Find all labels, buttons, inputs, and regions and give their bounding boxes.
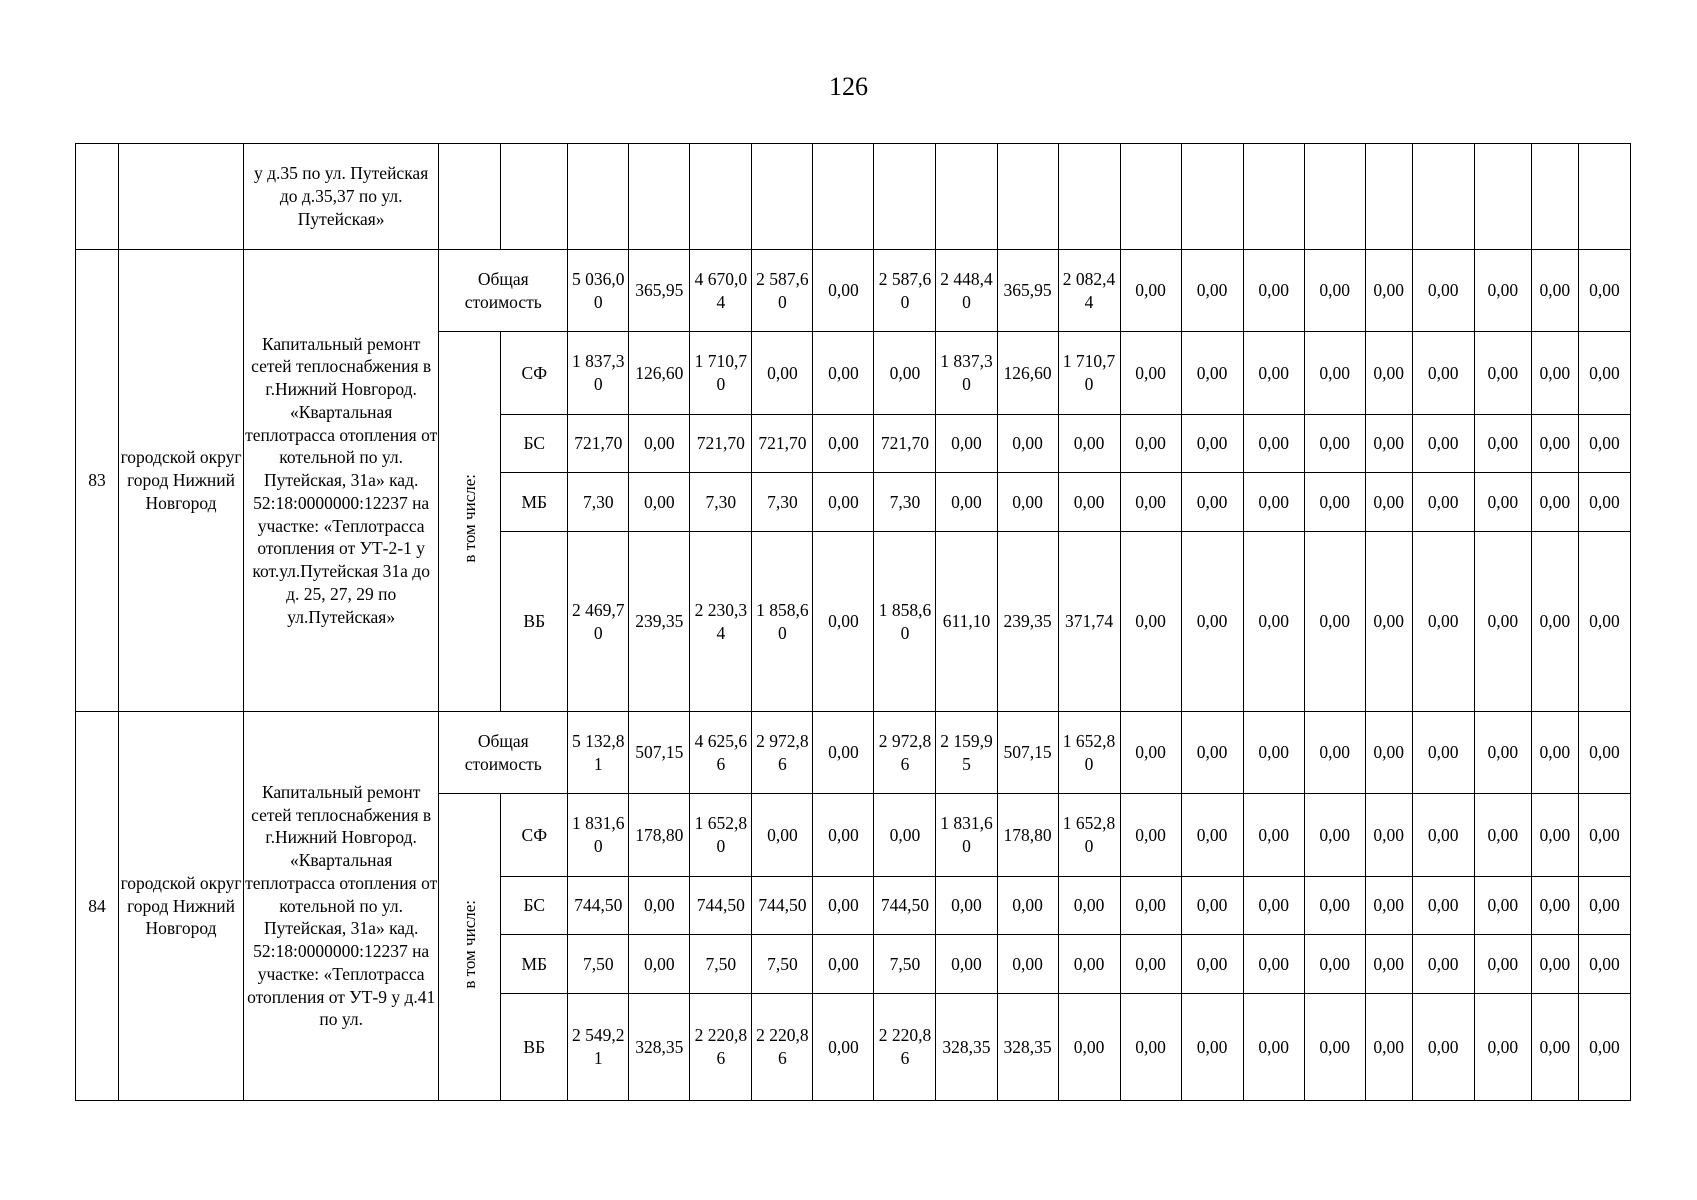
value-cell: 2 220,86 <box>752 994 813 1101</box>
object-description: Капитальный ремонт сетей теплоснабжения в г.Нижний Новгород. «Квартальная теплотрасса отопления от котельной по ул. Путейская, 31а» кад. 52:18:0000000:12237 на участке: «Теплотрасса отопления от УТ-9 у д.41 по ул. <box>244 712 439 1101</box>
value-cell: 0,00 <box>1474 415 1531 473</box>
value-cell: 0,00 <box>1181 794 1243 877</box>
value-cell: 1 831,60 <box>936 794 997 877</box>
value-cell: 0,00 <box>752 794 813 877</box>
value-cell: 328,35 <box>936 994 997 1101</box>
value-cell: 744,50 <box>752 877 813 935</box>
value-cell: 0,00 <box>752 332 813 415</box>
value-cell: 0,00 <box>1304 877 1365 935</box>
value-cell: 371,74 <box>1058 532 1120 712</box>
value-cell: 0,00 <box>1474 532 1531 712</box>
value-cell: 0,00 <box>1412 332 1474 415</box>
value-cell: 0,00 <box>1578 332 1630 415</box>
value-cell: 2 972,86 <box>752 712 813 794</box>
value-cell: 0,00 <box>1181 935 1243 994</box>
value-cell: 0,00 <box>874 332 936 415</box>
value-cell: 0,00 <box>1578 794 1630 877</box>
value-cell: 239,35 <box>997 532 1058 712</box>
value-cell: 611,10 <box>936 532 997 712</box>
value-cell: 5 132,81 <box>568 712 629 794</box>
total-cost-label: Общая стоимость <box>439 250 568 332</box>
value-cell: 2 230,34 <box>690 532 752 712</box>
value-cell: 0,00 <box>813 935 874 994</box>
value-cell: 0,00 <box>1243 877 1304 935</box>
empty-cell <box>439 144 501 250</box>
value-cell: 0,00 <box>1531 332 1578 415</box>
value-cell: 744,50 <box>874 877 936 935</box>
value-cell: 0,00 <box>813 415 874 473</box>
value-cell: 0,00 <box>1531 935 1578 994</box>
value-cell: 0,00 <box>1243 250 1304 332</box>
value-cell: 1 837,30 <box>568 332 629 415</box>
value-cell: 0,00 <box>1304 935 1365 994</box>
table-row <box>76 250 1631 332</box>
municipality-cell: городской округ город Нижний Новгород <box>119 712 244 1101</box>
value-cell: 0,00 <box>813 994 874 1101</box>
value-cell: 0,00 <box>936 415 997 473</box>
value-cell: 0,00 <box>813 532 874 712</box>
value-cell: 0,00 <box>1531 532 1578 712</box>
value-cell: 0,00 <box>1531 415 1578 473</box>
value-cell: 0,00 <box>1304 332 1365 415</box>
value-cell: 0,00 <box>997 877 1058 935</box>
value-cell: 0,00 <box>1120 332 1181 415</box>
value-cell: 0,00 <box>1474 473 1531 532</box>
total-cost-label: Общая стоимость <box>439 712 568 794</box>
value-cell: 0,00 <box>1412 935 1474 994</box>
value-cell: 126,60 <box>997 332 1058 415</box>
value-cell: 5 036,00 <box>568 250 629 332</box>
value-cell: 0,00 <box>1474 994 1531 1101</box>
object-continuation: у д.35 по ул. Путейская до д.35,37 по ул. Путейская» <box>244 144 439 250</box>
value-cell: 239,35 <box>629 532 690 712</box>
value-cell: 4 670,04 <box>690 250 752 332</box>
value-cell: 1 837,30 <box>936 332 997 415</box>
value-cell: 0,00 <box>997 935 1058 994</box>
value-cell: 0,00 <box>1531 794 1578 877</box>
value-cell: 0,00 <box>1474 935 1531 994</box>
value-cell: 0,00 <box>1304 250 1365 332</box>
value-cell: 0,00 <box>1531 250 1578 332</box>
record-number: 84 <box>76 712 119 1101</box>
value-cell: 0,00 <box>997 473 1058 532</box>
value-cell: 7,30 <box>568 473 629 532</box>
value-cell: 0,00 <box>1243 532 1304 712</box>
value-cell: 0,00 <box>1474 877 1531 935</box>
value-cell: 7,30 <box>752 473 813 532</box>
value-cell: 0,00 <box>1474 794 1531 877</box>
value-cell: 0,00 <box>1531 877 1578 935</box>
value-cell: 507,15 <box>629 712 690 794</box>
value-cell: 0,00 <box>629 935 690 994</box>
value-cell: 0,00 <box>813 332 874 415</box>
value-cell: 0,00 <box>1365 332 1412 415</box>
value-cell: 0,00 <box>629 877 690 935</box>
value-cell: 0,00 <box>1304 473 1365 532</box>
value-cell: 0,00 <box>936 877 997 935</box>
value-cell: 2 220,86 <box>690 994 752 1101</box>
value-cell: 0,00 <box>1578 415 1630 473</box>
value-cell: 0,00 <box>1412 877 1474 935</box>
value-cell: 2 220,86 <box>874 994 936 1101</box>
value-cell: 0,00 <box>1578 712 1630 794</box>
value-cell: 721,70 <box>752 415 813 473</box>
record-number: 83 <box>76 250 119 712</box>
value-cell: 0,00 <box>1181 532 1243 712</box>
value-cell: 0,00 <box>1058 877 1120 935</box>
value-cell: 2 587,60 <box>752 250 813 332</box>
funding-source-label: БС <box>501 415 568 473</box>
value-cell: 0,00 <box>1120 994 1181 1101</box>
including-label: в том числе: <box>439 332 501 712</box>
value-cell: 0,00 <box>1058 415 1120 473</box>
empty-cell <box>501 144 568 250</box>
value-cell: 0,00 <box>1181 712 1243 794</box>
funding-source-label: ВБ <box>501 994 568 1101</box>
value-cell: 4 625,66 <box>690 712 752 794</box>
value-cell: 0,00 <box>1058 994 1120 1101</box>
value-cell: 721,70 <box>874 415 936 473</box>
value-cell: 0,00 <box>1365 935 1412 994</box>
page-number: 126 <box>829 72 868 101</box>
value-cell: 0,00 <box>1578 877 1630 935</box>
empty-cell <box>76 144 119 250</box>
municipality-cell: городской округ город Нижний Новгород <box>119 250 244 712</box>
value-cell: 365,95 <box>997 250 1058 332</box>
value-cell: 744,50 <box>568 877 629 935</box>
value-cell: 0,00 <box>1578 935 1630 994</box>
value-cell: 0,00 <box>874 794 936 877</box>
funding-source-label: ВБ <box>501 532 568 712</box>
table-row <box>76 712 1631 794</box>
value-cell: 126,60 <box>629 332 690 415</box>
value-cell: 0,00 <box>1304 794 1365 877</box>
value-cell: 0,00 <box>813 250 874 332</box>
value-cell: 7,30 <box>690 473 752 532</box>
value-cell: 0,00 <box>1531 712 1578 794</box>
value-cell: 1 831,60 <box>568 794 629 877</box>
value-cell: 328,35 <box>629 994 690 1101</box>
funding-source-label: МБ <box>501 935 568 994</box>
value-cell: 0,00 <box>1120 532 1181 712</box>
including-label: в том числе: <box>439 794 501 1101</box>
value-cell: 0,00 <box>1412 473 1474 532</box>
value-cell: 7,50 <box>690 935 752 994</box>
object-description: Капитальный ремонт сетей теплоснабжения в г.Нижний Новгород. «Квартальная теплотрасса отопления от котельной по ул. Путейская, 31а» кад. 52:18:0000000:12237 на участке: «Теплотрасса отопления от УТ-2-1 у кот.ул.Путейская 31а до д. 25, 27, 29 по ул.Путейская» <box>244 250 439 712</box>
value-cell: 0,00 <box>1365 712 1412 794</box>
value-cell: 0,00 <box>1365 532 1412 712</box>
value-cell: 744,50 <box>690 877 752 935</box>
funding-source-label: СФ <box>501 332 568 415</box>
value-cell: 1 652,80 <box>690 794 752 877</box>
value-cell: 2 159,95 <box>936 712 997 794</box>
value-cell: 0,00 <box>1120 250 1181 332</box>
value-cell: 0,00 <box>1120 794 1181 877</box>
value-cell: 328,35 <box>997 994 1058 1101</box>
value-cell: 0,00 <box>1474 712 1531 794</box>
value-cell: 0,00 <box>1243 994 1304 1101</box>
value-cell: 1 710,70 <box>1058 332 1120 415</box>
value-cell: 0,00 <box>813 877 874 935</box>
value-cell: 0,00 <box>1120 473 1181 532</box>
value-cell: 7,50 <box>874 935 936 994</box>
value-cell: 0,00 <box>1578 532 1630 712</box>
value-cell: 0,00 <box>813 473 874 532</box>
value-cell: 0,00 <box>1365 415 1412 473</box>
value-cell: 0,00 <box>1304 994 1365 1101</box>
value-cell: 0,00 <box>1365 994 1412 1101</box>
value-cell: 1 652,80 <box>1058 794 1120 877</box>
funding-source-label: МБ <box>501 473 568 532</box>
value-cell: 1 710,70 <box>690 332 752 415</box>
value-cell: 0,00 <box>1365 473 1412 532</box>
value-cell: 0,00 <box>1412 532 1474 712</box>
value-cell: 2 082,44 <box>1058 250 1120 332</box>
funding-source-label: СФ <box>501 794 568 877</box>
value-cell: 721,70 <box>690 415 752 473</box>
value-cell: 0,00 <box>1578 473 1630 532</box>
value-cell: 0,00 <box>1578 250 1630 332</box>
value-cell: 7,50 <box>752 935 813 994</box>
value-cell: 0,00 <box>1120 877 1181 935</box>
value-cell: 0,00 <box>936 473 997 532</box>
value-cell: 0,00 <box>813 712 874 794</box>
value-cell: 1 858,60 <box>874 532 936 712</box>
value-cell: 2 972,86 <box>874 712 936 794</box>
value-cell: 0,00 <box>1243 473 1304 532</box>
value-cell: 721,70 <box>568 415 629 473</box>
value-cell: 2 549,21 <box>568 994 629 1101</box>
value-cell: 0,00 <box>1181 415 1243 473</box>
value-cell: 0,00 <box>629 415 690 473</box>
value-cell: 0,00 <box>1181 994 1243 1101</box>
value-cell: 0,00 <box>1181 473 1243 532</box>
value-cell: 507,15 <box>997 712 1058 794</box>
value-cell: 0,00 <box>1412 994 1474 1101</box>
value-cell: 0,00 <box>1365 877 1412 935</box>
value-cell: 0,00 <box>1474 250 1531 332</box>
value-cell: 0,00 <box>1412 794 1474 877</box>
value-cell: 1 652,80 <box>1058 712 1120 794</box>
value-cell: 178,80 <box>629 794 690 877</box>
value-cell: 0,00 <box>1531 994 1578 1101</box>
value-cell: 0,00 <box>1412 712 1474 794</box>
value-cell: 0,00 <box>1058 935 1120 994</box>
value-cell: 0,00 <box>1365 250 1412 332</box>
value-cell: 0,00 <box>1181 877 1243 935</box>
value-cell: 0,00 <box>1474 332 1531 415</box>
value-cell: 0,00 <box>1120 935 1181 994</box>
value-cell: 0,00 <box>1365 794 1412 877</box>
value-cell: 365,95 <box>629 250 690 332</box>
value-cell: 0,00 <box>1181 332 1243 415</box>
value-cell: 0,00 <box>936 935 997 994</box>
value-cell: 0,00 <box>1243 712 1304 794</box>
value-cell: 2 587,60 <box>874 250 936 332</box>
value-cell: 178,80 <box>997 794 1058 877</box>
value-cell: 0,00 <box>1304 712 1365 794</box>
value-cell: 1 858,60 <box>752 532 813 712</box>
value-cell: 0,00 <box>1120 712 1181 794</box>
value-cell: 0,00 <box>1181 250 1243 332</box>
value-cell: 0,00 <box>1304 532 1365 712</box>
value-cell: 0,00 <box>1243 794 1304 877</box>
value-cell: 0,00 <box>1243 332 1304 415</box>
value-cell: 0,00 <box>629 473 690 532</box>
value-cell: 0,00 <box>997 415 1058 473</box>
value-cell: 0,00 <box>1412 250 1474 332</box>
value-cell: 0,00 <box>1531 473 1578 532</box>
value-cell: 0,00 <box>1058 473 1120 532</box>
value-cell: 0,00 <box>813 794 874 877</box>
value-cell: 2 448,40 <box>936 250 997 332</box>
funding-source-label: БС <box>501 877 568 935</box>
value-cell: 0,00 <box>1243 935 1304 994</box>
budget-table <box>75 143 1631 1101</box>
value-cell: 2 469,70 <box>568 532 629 712</box>
value-cell: 0,00 <box>1120 415 1181 473</box>
value-cell: 7,30 <box>874 473 936 532</box>
continuation-row <box>76 144 1631 250</box>
value-cell: 0,00 <box>1578 994 1630 1101</box>
value-cell: 0,00 <box>1304 415 1365 473</box>
value-cell: 0,00 <box>1243 415 1304 473</box>
empty-cell <box>119 144 244 250</box>
value-cell: 0,00 <box>1412 415 1474 473</box>
value-cell: 7,50 <box>568 935 629 994</box>
